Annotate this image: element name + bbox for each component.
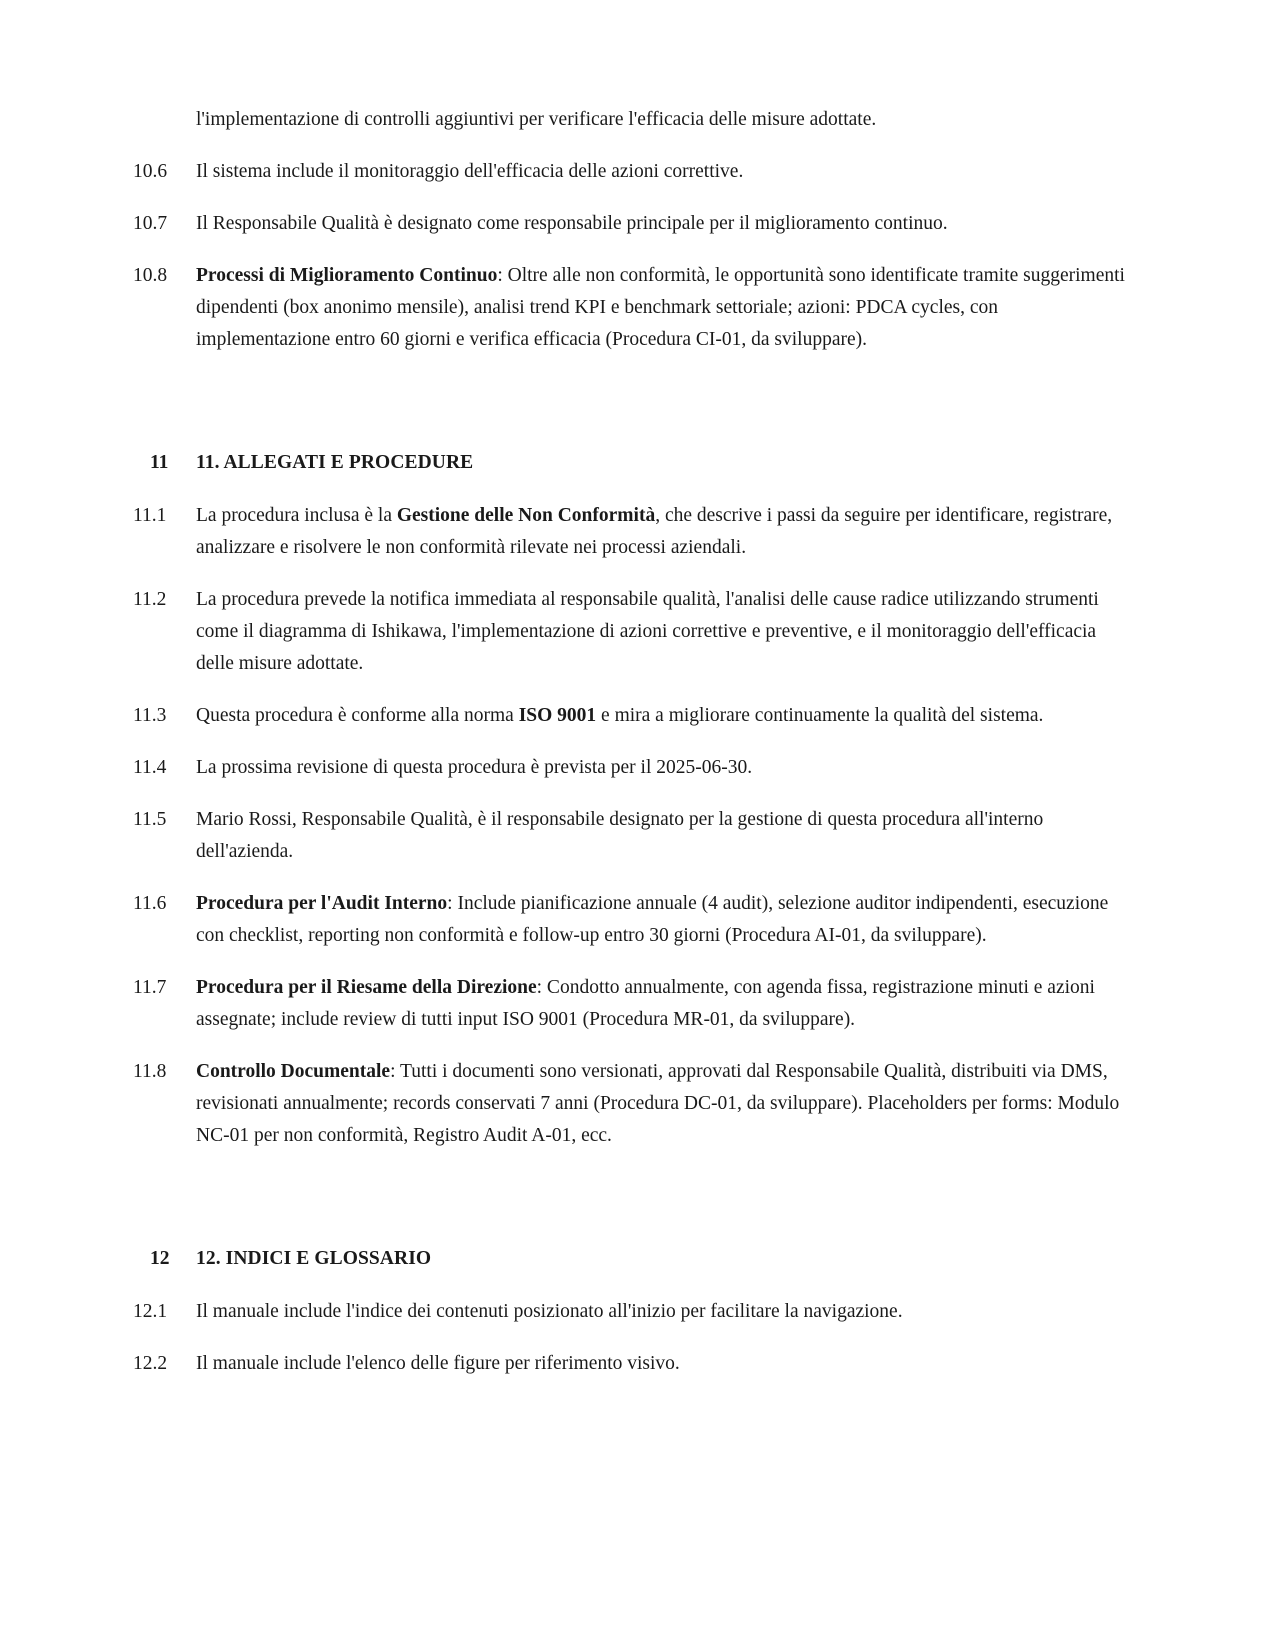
paragraph-number: 11.6: [133, 893, 167, 914]
paragraph-text: [196, 208, 1128, 240]
paragraph-text-run: e mira a migliorare continuamente la qualità del sistema.: [596, 705, 1044, 726]
paragraph-text-bold-run: ISO 9001: [518, 705, 597, 726]
paragraph-text-run: : Include pianificazione annuale (4 audit), selezione auditor indipendenti, esecuzione con checklist, reporting non conformità e follow-up entro 30 giorni (Procedura AI-01, da sviluppare).: [196, 893, 1109, 946]
paragraph-number: 11.7: [133, 977, 167, 998]
paragraph-text: [196, 700, 1128, 732]
paragraph-text: [196, 156, 1128, 188]
paragraph-text-run: : Oltre alle non conformità, le opportunità sono identificate tramite suggerimenti dipendenti (box anonimo mensile), analisi trend KPI e benchmark settoriale; azioni: PDCA cycles, con implementazione entro 60 giorni e verifica efficacia (Procedura CI-01, da sviluppare).: [196, 265, 1125, 350]
numbered-paragraph: [133, 972, 1128, 1036]
paragraph-text-run: : Condotto annualmente, con agenda fissa, registrazione minuti e azioni assegnate; include review di tutti input ISO 9001 (Procedura MR-01, da sviluppare).: [196, 977, 1095, 1030]
paragraph-text-bold-run: Controllo Documentale: [196, 1061, 391, 1082]
paragraph-text: [196, 1056, 1128, 1152]
numbered-paragraph: [133, 888, 1128, 952]
paragraph-text-run: Mario Rossi, Responsabile Qualità, è il responsabile designato per la gestione di questa procedura all'interno dell'azienda.: [196, 809, 1044, 862]
paragraph-text: [196, 104, 1128, 136]
paragraph-number: 10.7: [133, 213, 168, 234]
numbered-paragraph: [133, 1056, 1128, 1152]
paragraph-text: [196, 1296, 1128, 1328]
section-spacer: [133, 376, 1128, 448]
section-spacer: [133, 1274, 1128, 1296]
paragraph-text: [196, 752, 1128, 784]
paragraph-text-run: Il manuale include l'elenco delle figure per riferimento visivo.: [196, 1353, 680, 1374]
numbered-paragraph: [133, 1348, 1128, 1380]
numbered-paragraph: [133, 500, 1128, 564]
paragraph-text: [196, 1348, 1128, 1380]
paragraph-number: 10.8: [133, 265, 168, 286]
paragraph-text: [196, 500, 1128, 564]
paragraph-text-run: Questa procedura è conforme alla norma: [196, 705, 519, 726]
numbered-paragraph: [133, 1296, 1128, 1328]
numbered-paragraph: [133, 752, 1128, 784]
paragraph-text-bold-run: Procedura per l'Audit Interno: [196, 893, 448, 914]
numbered-paragraph: [133, 208, 1128, 240]
paragraph-text-run: : Tutti i documenti sono versionati, approvati dal Responsabile Qualità, distribuiti via DMS, revisionati annualmente; records conservati 7 anni (Procedura DC-01, da sviluppare). Placeholders per forms: Modulo NC-01 per non conformità, Registro Audit A-01, ecc.: [196, 1061, 1120, 1146]
numbered-paragraph: [133, 584, 1128, 680]
paragraph-text: [196, 972, 1128, 1036]
paragraph-number: 11.8: [133, 1061, 167, 1082]
continuation-paragraph: [133, 104, 1128, 136]
section-heading-title: 12. INDICI E GLOSSARIO: [196, 1248, 432, 1269]
numbered-paragraph: [133, 156, 1128, 188]
paragraph-number: 11.3: [133, 705, 167, 726]
paragraph-text-run: La procedura prevede la notifica immediata al responsabile qualità, l'analisi delle cause radice utilizzando strumenti come il diagramma di Ishikawa, l'implementazione di azioni correttive e preventive, e il monitoraggio dell'efficacia delle misure adottate.: [196, 589, 1099, 674]
paragraph-text-bold-run: Processi di Miglioramento Continuo: [196, 265, 498, 286]
section-heading-title: 11. ALLEGATI E PROCEDURE: [196, 452, 474, 473]
paragraph-number: 11.1: [133, 505, 167, 526]
numbered-paragraph: [133, 260, 1128, 356]
paragraph-number: 11.2: [133, 589, 167, 610]
numbered-paragraph: [133, 700, 1128, 732]
paragraph-number: 11.5: [133, 809, 167, 830]
paragraph-number: 10.6: [133, 161, 168, 182]
section-heading-number: 12: [150, 1248, 170, 1269]
paragraph-number: 12.1: [133, 1301, 168, 1322]
paragraph-text-bold-run: Gestione delle Non Conformità: [396, 505, 656, 526]
paragraph-text: [196, 260, 1128, 356]
paragraph-text-run: Il Responsabile Qualità è designato come responsabile principale per il miglioramento continuo.: [196, 213, 948, 234]
section-heading: [133, 448, 1128, 478]
paragraph-number: 11.4: [133, 757, 167, 778]
paragraph-text-run: La prossima revisione di questa procedura è prevista per il 2025-06-30.: [196, 757, 753, 778]
section-spacer: [133, 1172, 1128, 1244]
paragraph-text-run: La procedura inclusa è la: [196, 505, 397, 526]
section-heading: [133, 1244, 1128, 1274]
paragraph-text: [196, 888, 1128, 952]
document-content: [133, 104, 1128, 1400]
paragraph-text: [196, 584, 1128, 680]
paragraph-number: 12.2: [133, 1353, 168, 1374]
paragraph-text-bold-run: Procedura per il Riesame della Direzione: [196, 977, 537, 998]
paragraph-text: [196, 804, 1128, 868]
section-heading-number: 11: [150, 452, 169, 473]
paragraph-text-run: , che descrive i passi da seguire per identificare, registrare, analizzare e risolvere le non conformità rilevate nei processi aziendali.: [196, 505, 1113, 558]
numbered-paragraph: [133, 804, 1128, 868]
paragraph-text-run: l'implementazione di controlli aggiuntivi per verificare l'efficacia delle misure adottate.: [196, 109, 877, 130]
paragraph-text-run: Il sistema include il monitoraggio dell'efficacia delle azioni correttive.: [196, 161, 744, 182]
paragraph-text-run: Il manuale include l'indice dei contenuti posizionato all'inizio per facilitare la navigazione.: [196, 1301, 903, 1322]
section-spacer: [133, 478, 1128, 500]
